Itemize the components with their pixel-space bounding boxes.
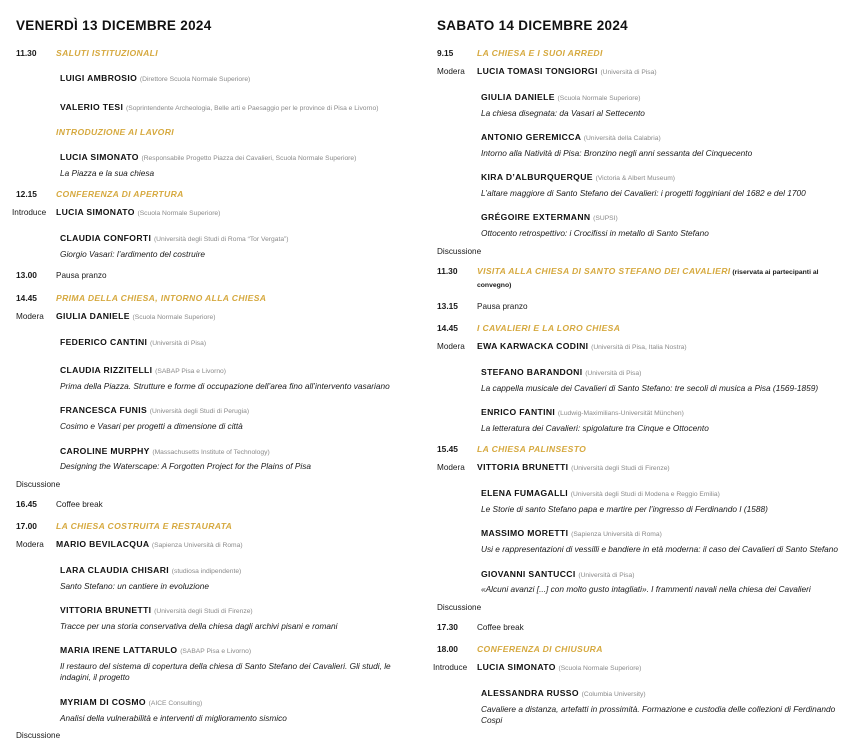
speaker-list (60, 558, 413, 724)
plain-entry: Pausa pranzo (477, 301, 528, 311)
person-name: LARA CLAUDIA CHISARI (60, 564, 172, 575)
person-line (60, 439, 413, 462)
speaker-item (481, 562, 840, 596)
talk-title: Tracce per una storia conservativa della chiesa dagli archivi pisani e romani (60, 620, 338, 631)
moderator-row (437, 61, 840, 79)
person-name: VALERIO TESI (60, 101, 126, 112)
person-line (60, 638, 413, 661)
block-spacer (437, 634, 840, 643)
person-name: LUCIA SIMONATO (60, 152, 142, 163)
person-affiliation: (Università degli Studi di Firenze) (571, 465, 670, 473)
schedule-block (437, 256, 840, 291)
person-line (481, 562, 840, 585)
schedule-row (437, 621, 840, 634)
person-name: GIOVANNI SANTUCCI (481, 568, 579, 579)
person-name: MARIA IRENE LATTARULO (60, 645, 181, 656)
moderator-row (16, 534, 413, 552)
plain-entry: Coffee break (477, 622, 524, 632)
schedule-row (437, 643, 840, 656)
time-label: 12.15 (16, 189, 37, 200)
talk-title: Santo Stefano: un cantiere in evoluzione (60, 580, 209, 591)
schedule-row (16, 47, 413, 60)
block-spacer (16, 179, 413, 188)
schedule-row (16, 269, 413, 282)
row-content (477, 301, 840, 313)
schedule-row (16, 520, 413, 533)
speaker-list (481, 681, 840, 727)
speaker-item (481, 205, 840, 239)
speaker-list (60, 330, 413, 473)
person-line (60, 226, 413, 249)
person-line (60, 66, 413, 89)
schedule-row (437, 265, 840, 291)
person-line (477, 61, 840, 79)
schedule-block (16, 511, 413, 740)
block-spacer (16, 117, 413, 126)
schedule-block (437, 313, 840, 434)
block-spacer (16, 511, 413, 520)
discussione-label: Discussione (16, 731, 61, 740)
speaker-item (481, 521, 840, 555)
talk-title: Analisi della vulnerabilità e interventi di miglioramento sismico (60, 712, 287, 723)
day-column-saturday (427, 0, 854, 726)
schedule-block (437, 291, 840, 313)
speaker-list (60, 145, 413, 179)
row-content (477, 322, 840, 335)
schedule-row (437, 322, 840, 335)
block-spacer (437, 291, 840, 300)
person-affiliation: (SUPSI) (593, 215, 618, 223)
speaker-item (60, 95, 413, 118)
time-label: 13.15 (437, 300, 458, 311)
row-content (56, 47, 413, 60)
moderator-content (477, 336, 840, 354)
row-content (56, 126, 413, 139)
person-name: EWA KARWACKA CODINI (477, 341, 592, 352)
block-spacer (437, 434, 840, 443)
person-affiliation: (Scuola Normale Superiore) (137, 210, 221, 218)
row-content (477, 643, 840, 656)
person-affiliation: (Università di Pisa, Italia Nostra) (591, 344, 687, 352)
person-affiliation: (Università di Pisa) (585, 370, 642, 378)
schedule-block (437, 612, 840, 634)
introduce-content (477, 657, 840, 675)
time-label: 16.45 (16, 498, 37, 509)
block-spacer (16, 489, 413, 498)
person-line (481, 400, 840, 423)
person-name: CLAUDIA RIZZITELLI (60, 365, 156, 376)
person-line (481, 360, 840, 383)
speaker-item (60, 145, 413, 179)
person-name: GIULIA DANIELE (56, 310, 133, 321)
person-name: CAROLINE MURPHY (60, 445, 153, 456)
person-line (477, 657, 840, 675)
row-content (477, 622, 840, 634)
introduce-row (433, 657, 840, 675)
person-name: LUIGI AMBROSIO (60, 72, 140, 83)
session-title: LA CHIESA PALINSESTO (477, 444, 587, 455)
row-content (56, 270, 413, 282)
discussione-label: Discussione (16, 479, 61, 489)
person-name: MASSIMO MORETTI (481, 528, 572, 539)
person-line (481, 681, 840, 704)
time-label: 17.00 (16, 521, 37, 532)
plain-entry: Pausa pranzo (56, 271, 107, 281)
person-affiliation: (Scuola Normale Superiore) (558, 664, 642, 672)
talk-title: La Piazza e la sua chiesa (60, 167, 155, 178)
person-affiliation: (Ludwig-Maximilians-Universität München) (557, 410, 684, 418)
schedule-row (437, 47, 840, 60)
session-title: VISITA ALLA CHIESA DI SANTO STEFANO DEI CAVALIERI (riservata ai partecipanti al convegno) (477, 265, 819, 289)
person-affiliation: (Victoria & Albert Museum) (595, 175, 676, 183)
person-line (481, 85, 840, 108)
speaker-item (481, 481, 840, 515)
talk-title: L’altare maggiore di Santo Stefano dei Cavalieri: i progetti fogginiani del 1682 e del 1700 (481, 187, 806, 198)
talk-title: Intorno alla Natività di Pisa: Bronzino negli anni sessanta del Cinquecento (481, 147, 753, 158)
row-content (56, 520, 413, 533)
talk-title: Designing the Waterscape: A Forgotten Project for the Plains of Pisa (60, 461, 312, 472)
block-spacer (437, 313, 840, 322)
time-label: 14.45 (16, 292, 37, 303)
schedule-block (16, 117, 413, 179)
speaker-item (60, 398, 413, 432)
person-affiliation: (Sapienza Università di Roma) (151, 541, 243, 549)
person-line (481, 125, 840, 148)
discussione-label: Discussione (437, 602, 482, 612)
person-affiliation: (Università di Pisa) (600, 68, 657, 76)
time-label: 11.30 (16, 48, 37, 58)
speaker-list (60, 66, 413, 117)
person-name: KIRA D’ALBURQUERQUE (481, 172, 596, 183)
person-line (60, 690, 413, 713)
person-affiliation: (Università degli Studi di Firenze) (154, 608, 253, 616)
person-name: STEFANO BARANDONI (481, 367, 586, 378)
time-label: 15.45 (437, 444, 458, 455)
schedule-block (12, 179, 413, 260)
talk-title: Cosimo e Vasari per progetti a dimensione di città (60, 421, 243, 432)
speaker-list (481, 85, 840, 240)
row-content (477, 265, 840, 291)
day-title: SABATO 14 DICEMBRE 2024 (437, 18, 628, 33)
introduce-content (56, 202, 413, 220)
talk-title: La cappella musicale dei Cavalieri di Santo Stefano: tre secoli di musica a Pisa (1569-1859) (481, 382, 819, 393)
person-line (60, 95, 413, 118)
time-label: 18.00 (437, 644, 458, 655)
person-affiliation: (Scuola Normale Superiore) (557, 94, 641, 102)
introduce-label: Introduce (12, 208, 47, 218)
person-name: VITTORIA BRUNETTI (477, 462, 572, 473)
person-line (481, 481, 840, 504)
session-title: CONFERENZA DI CHIUSURA (477, 644, 603, 655)
schedule-block (437, 434, 840, 611)
schedule-blocks-friday (12, 47, 413, 740)
moderator-row (437, 336, 840, 354)
modera-label: Modera (437, 66, 465, 76)
talk-title: Giorgio Vasari: l’ardimento del costruire (60, 248, 205, 259)
time-label: 9.15 (437, 48, 454, 58)
person-name: VITTORIA BRUNETTI (60, 605, 155, 616)
moderator-row (16, 306, 413, 324)
talk-title: Il restauro del sistema di copertura della chiesa di Santo Stefano dei Cavalieri. Gli studi, le indagini, il progetto (60, 661, 391, 683)
person-affiliation: (Soprintendente Archeologia, Belle arti e Paesaggio per le province di Pisa e Livorno) (126, 104, 379, 112)
person-line (481, 521, 840, 544)
person-affiliation: (Responsabile Progetto Piazza dei Cavalieri, Scuola Normale Superiore) (141, 155, 357, 163)
schedule-block (437, 47, 840, 256)
person-line (477, 336, 840, 354)
moderator-content (477, 457, 840, 475)
person-line (60, 398, 413, 421)
time-label: 17.30 (437, 621, 458, 632)
schedule-row (16, 292, 413, 305)
schedule-row (437, 443, 840, 456)
person-name: LUCIA TOMASI TONGIORGI (477, 65, 601, 76)
person-affiliation: (studiosa indipendente) (171, 567, 242, 575)
person-name: MARIO BEVILACQUA (56, 538, 152, 549)
moderator-content (56, 534, 413, 552)
speaker-item (60, 66, 413, 89)
introduce-row (12, 202, 413, 220)
moderator-row (437, 457, 840, 475)
row-content (56, 188, 413, 201)
talk-title: «Alcuni avanzi [...] con molto gusto intagliati». I frammenti navali nella chiesa dei Cavalieri (481, 584, 811, 595)
speaker-item (60, 690, 413, 724)
speaker-item (481, 681, 840, 727)
schedule-block (16, 489, 413, 511)
day-title: VENERDÌ 13 DICEMBRE 2024 (16, 18, 212, 33)
person-name: GIULIA DANIELE (481, 91, 558, 102)
speaker-list (481, 360, 840, 434)
person-name: FEDERICO CANTINI (60, 336, 150, 347)
speaker-list (60, 226, 413, 260)
talk-title: La letteratura dei Cavalieri: spigolature tra Cinque e Ottocento (481, 422, 709, 433)
speaker-list (481, 481, 840, 595)
talk-title: Prima della Piazza. Strutture e forme di occupazione dell’area fino all’intervento vasariano (60, 381, 390, 392)
person-affiliation: (AICE Consulting) (148, 699, 203, 707)
person-name: ALESSANDRA RUSSO (481, 687, 582, 698)
discussione-label: Discussione (437, 246, 482, 256)
moderator-content (477, 61, 840, 79)
block-spacer (437, 256, 840, 265)
speaker-item (481, 360, 840, 394)
person-name: LUCIA SIMONATO (477, 661, 559, 672)
session-title: I CAVALIERI E LA LORO CHIESA (477, 323, 621, 334)
block-spacer (16, 283, 413, 292)
speaker-item (481, 400, 840, 434)
person-affiliation: (Massachusetts Institute of Technology) (152, 448, 270, 456)
person-line (60, 558, 413, 581)
time-label: 11.30 (437, 265, 458, 276)
person-line (481, 205, 840, 228)
person-line (60, 358, 413, 381)
person-affiliation: (Sapienza Università di Roma) (571, 531, 662, 539)
person-affiliation: (SABAP Pisa e Livorno) (155, 368, 226, 376)
schedule-block (16, 260, 413, 282)
talk-title: Cavaliere a distanza, artefatti in prossimità. Formazione e custodia delle collezioni di Ferdinando Cospi (481, 703, 836, 726)
person-line (477, 457, 840, 475)
speaker-item (481, 85, 840, 119)
person-line (60, 598, 413, 621)
person-line (56, 306, 413, 324)
person-line (481, 165, 840, 188)
talk-title: Ottocento retrospettivo: i Crocifissi in metallo di Santo Stefano (481, 228, 709, 239)
person-name: GRÉGOIRE EXTERMANN (481, 212, 594, 223)
speaker-item (60, 558, 413, 592)
row-content (477, 443, 840, 456)
person-name: ANTONIO GEREMICCA (481, 132, 584, 143)
time-label: 14.45 (437, 323, 458, 334)
talk-title: Usi e rappresentazioni di vessilli e bandiere in età moderna: il caso dei Cavalieri di Santo Stefano (481, 544, 838, 555)
speaker-item (60, 358, 413, 392)
schedule-row (437, 300, 840, 313)
session-title: INTRODUZIONE AI LAVORI (56, 127, 174, 138)
schedule-row (16, 126, 413, 139)
person-name: ELENA FUMAGALLI (481, 488, 571, 499)
block-spacer (16, 260, 413, 269)
session-title: SALUTI ISTITUZIONALI (56, 48, 159, 58)
person-affiliation: (Columbia University) (581, 690, 646, 698)
block-spacer (437, 612, 840, 621)
session-note: (riservata ai partecipanti al convegno) (477, 268, 819, 289)
person-name: LUCIA SIMONATO (56, 207, 138, 218)
talk-title: La chiesa disegnata: da Vasari al Settecento (481, 107, 645, 118)
person-line (60, 330, 413, 353)
speaker-item (60, 598, 413, 632)
row-content (56, 499, 413, 511)
talk-title: Le Storie di santo Stefano papa e martire per l’ingresso di Ferdinando I (1588) (481, 504, 768, 514)
person-line (60, 145, 413, 168)
schedule-block (433, 634, 840, 726)
session-title: PRIMA DELLA CHIESA, INTORNO ALLA CHIESA (56, 292, 267, 303)
schedule-row (16, 188, 413, 201)
session-title: LA CHIESA COSTRUITA E RESTAURATA (56, 521, 233, 532)
introduce-label: Introduce (433, 662, 468, 672)
speaker-item (60, 330, 413, 353)
row-content (56, 292, 413, 305)
modera-label: Modera (16, 539, 44, 549)
person-affiliation: (Scuola Normale Superiore) (132, 313, 216, 321)
person-affiliation: (Università degli Studi di Roma “Tor Vergata”) (153, 236, 289, 244)
person-affiliation: (Università di Pisa) (578, 571, 635, 579)
person-affiliation: (Università di Pisa) (149, 339, 207, 347)
speaker-item (481, 125, 840, 159)
person-affiliation: (Università degli Studi di Perugia) (149, 408, 250, 416)
person-name: ENRICO FANTINI (481, 407, 558, 418)
person-name: CLAUDIA CONFORTI (60, 233, 154, 244)
moderator-content (56, 306, 413, 324)
person-affiliation: (Università della Calabria) (583, 135, 661, 143)
speaker-item (481, 165, 840, 199)
plain-entry: Coffee break (56, 499, 103, 509)
person-affiliation: (Università degli Studi di Modena e Reggio Emilia) (570, 491, 720, 499)
speaker-item (60, 638, 413, 684)
modera-label: Modera (437, 342, 465, 352)
speaker-item (60, 226, 413, 260)
person-name: FRANCESCA FUNIS (60, 405, 150, 416)
session-title: LA CHIESA E I SUOI ARREDI (477, 48, 603, 58)
schedule-block (16, 47, 413, 117)
person-name: MYRIAM DI COSMO (60, 696, 149, 707)
session-title: CONFERENZA DI APERTURA (56, 189, 184, 200)
person-line (56, 202, 413, 220)
time-label: 13.00 (16, 270, 37, 281)
modera-label: Modera (16, 311, 44, 321)
person-affiliation: (Direttore Scuola Normale Superiore) (139, 75, 251, 83)
schedule-blocks-saturday (433, 47, 840, 727)
row-content (477, 47, 840, 60)
speaker-item (60, 439, 413, 473)
person-affiliation: (SABAP Pisa e Livorno) (180, 648, 252, 656)
modera-label: Modera (437, 463, 465, 473)
schedule-block (16, 283, 413, 489)
person-line (56, 534, 413, 552)
schedule-row (16, 498, 413, 511)
